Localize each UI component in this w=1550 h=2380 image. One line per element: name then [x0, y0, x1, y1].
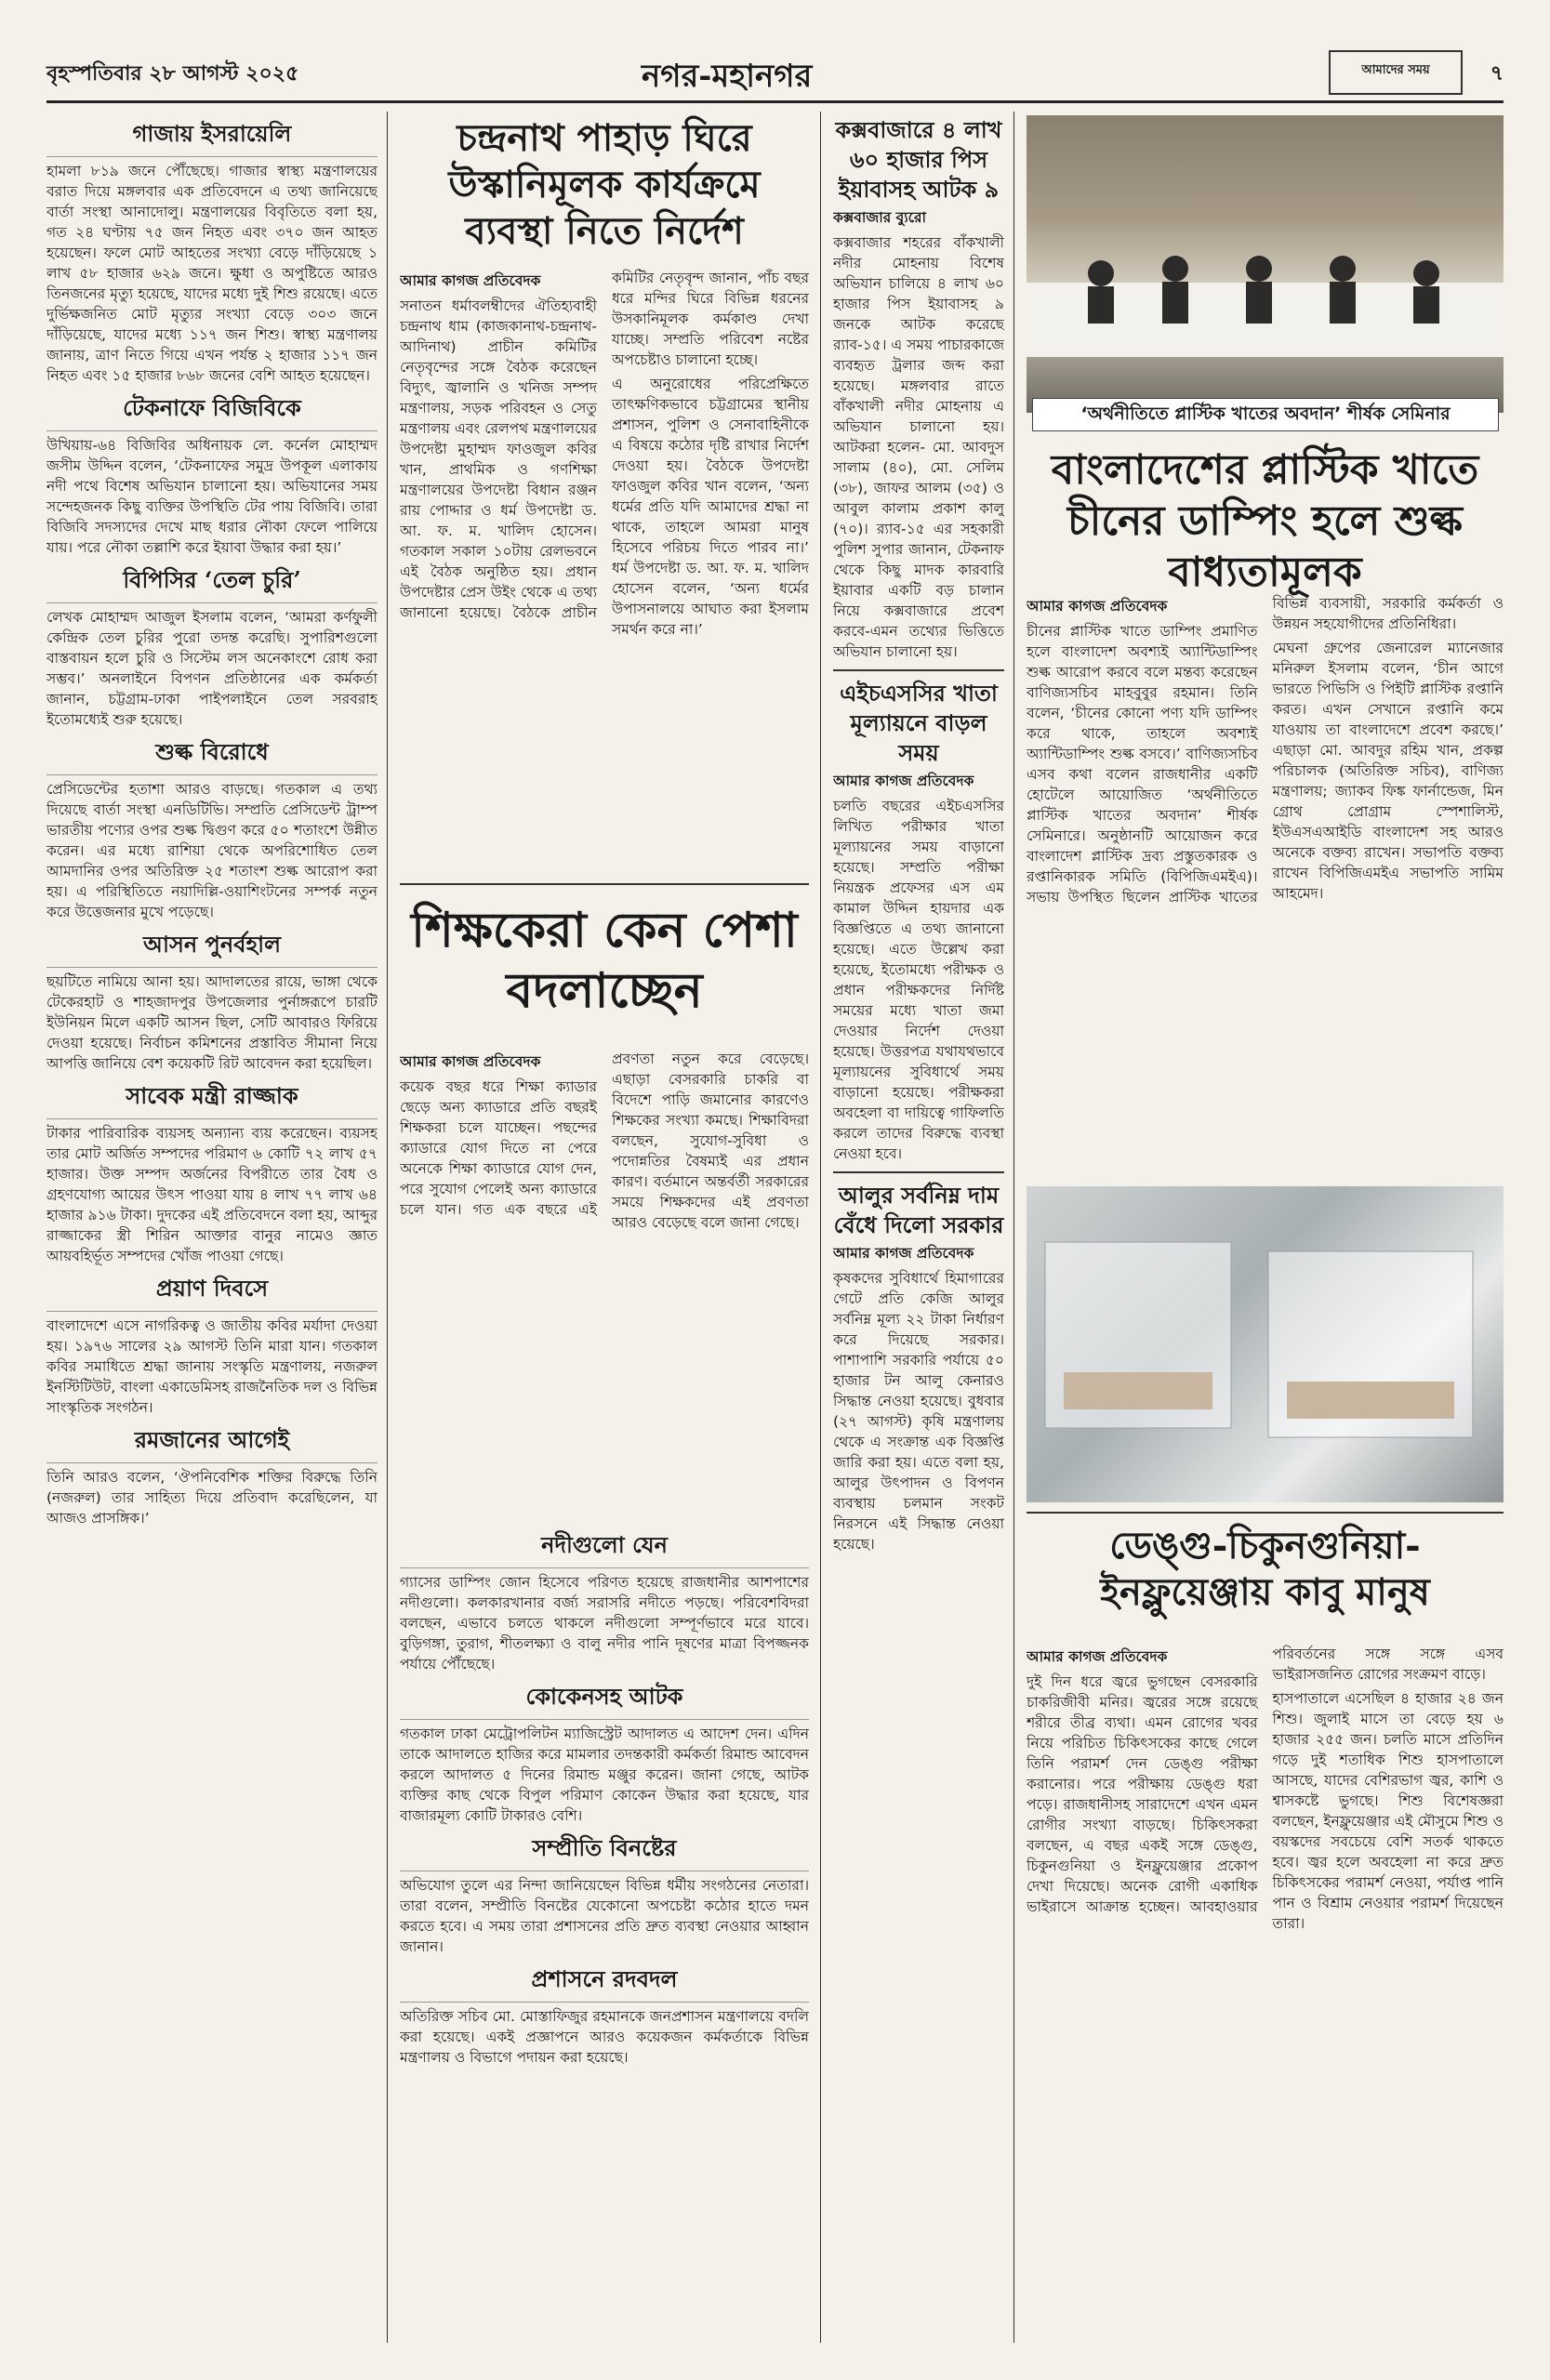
story-title: আসন পুনর্বহাল	[46, 928, 378, 968]
story-title: শুল্ক বিরোধে	[46, 735, 378, 775]
main-headline-chandranath: চন্দ্রনাথ পাহাড় ঘিরে উস্কানিমূলক কার্যক্রমে ব্যবস্থা নিতে নির্দেশ	[448, 116, 761, 253]
byline: আমার কাগজ প্রতিবেদক	[833, 1245, 974, 1262]
seminar-photo	[1027, 115, 1504, 413]
story-text: এ অনুরোধের পরিপ্রেক্ষিতে তাৎক্ষণিকভাবে চট্টগ্রামের স্থানীয় প্রশাসন, পুলিশ ও সেনাবাহিনীকে এ বিষয়ে কঠোর দৃষ্টি রাখার নির্দেশ দেওয়া হয়। বৈঠকে উপদেষ্টা ফাওজুল কবির খান বলেন, ‘অন্য ধর্মের প্রতি যদি আমাদের শ্রদ্ধা না থাকে, তাহলে আমরা মানুষ হিসেবে পরিচয় দিতে পারব না।’ ধর্ম উপদেষ্টা ড. আ. ফ. ম. খালিদ হোসেন বলেন, ‘অন্য ধর্মের উপাসনালয়ে আঘাত করা ইসলাম সমর্থন করে না।’	[612, 376, 809, 638]
story-title: কোকেনসহ আটক	[400, 1680, 809, 1720]
dengue-headline: ডেঙ্গু-চিকুনগুনিয়া-ইনফ্লুয়েঞ্জায় কাবু মানুষ	[1100, 1524, 1430, 1614]
page-header	[46, 45, 1504, 103]
story-text: দুই দিন ধরে জ্বরে ভুগছেন বেসরকারি চাকরিজীবী মনির। জ্বরের সঙ্গে রয়েছে শরীরে তীব্র ব্যথা। এমন রোগের খবর নিয়ে পরিচিত চিকিৎসকের কাছে গেলে তিনি পরামর্শ দেন ডেঙ্গু পরীক্ষা করানোর। পরে পরীক্ষায় ডেঙ্গু ধরা পড়ে। রাজধানীসহ সারাদেশে এখন এমন রোগীর সংখ্যা বাড়ছে। চিকিৎসকরা বলছেন, এ বছর একই সঙ্গে ডেঙ্গু, চিকুনগুনিয়া ও ইনফ্লুয়েঞ্জার প্রকোপ দেখা দিয়েছে। অনেক রোগী একাধিক ভাইরাসে আক্রান্ত হচ্ছেন। আবহাওয়ার পরিবর্তনের সঙ্গে সঙ্গে এসব ভাইরাসজনিত রোগের সংক্রমণ বাড়ে।	[1027, 1646, 1504, 1915]
hospital-photo-illustration	[1027, 1186, 1504, 1502]
issue-date: বৃহস্পতিবার ২৮ আগস্ট ২০২৫	[46, 62, 299, 86]
story-text: অভিযোগ তুলে এর নিন্দা জানিয়েছেন বিভিন্ন ধর্মীয় সংগঠনের নেতারা। তারা বলেন, সম্প্রীতি বিনষ্টের যেকোনো অপচেষ্টা কঠোর হাতে দমন করতে হবে। এ সময় তারা প্রশাসনের প্রতি দ্রুত ব্যবস্থা নেওয়ার আহ্বান জানান।	[400, 1877, 809, 1955]
story-title: বিপিসির ‘তেল চুরি’	[46, 563, 378, 603]
column-1	[46, 112, 378, 2343]
story-title: সম্প্রীতি বিনষ্টের	[400, 1831, 809, 1871]
story-headline: কক্সবাজারে ৪ লাখ ৬০ হাজার পিস ইয়াবাসহ আটক ৯	[835, 116, 1002, 203]
byline: আমার কাগজ প্রতিবেদক	[833, 773, 974, 789]
story-text: লেখক মোহাম্মদ আজুল ইসলাম বলেন, ‘আমরা কর্ণফুলী কেন্দ্রিক তেল চুরির পুরো তদন্ত করেছি। সুপারিশগুলো বাস্তবায়ন হলে চুরি ও সিস্টেম লস অনেকাংশে রোধ করা সম্ভব।’ অনলাইনে বিপণন প্রতিষ্ঠানের এক কর্মকর্তা জানান, চট্টগ্রাম-ঢাকা পাইপলাইনে তেল সরবরাহ ইতোমধ্যেই শুরু হয়েছে।	[46, 609, 378, 728]
byline: আমার কাগজ প্রতিবেদক	[400, 1053, 541, 1070]
plastic-headline: বাংলাদেশের প্লাস্টিক খাতে চীনের ডাম্পিং হলে শুল্ক বাধ্যতামূলক	[1051, 446, 1479, 596]
teachers-story	[400, 1049, 809, 1504]
story-text: কৃষকদের সুবিধার্থে হিমাগারের গেটে প্রতি কেজি আলুর সর্বনিম্ন মূল্য ২২ টাকা নির্ধারণ করে দিয়েছে সরকার। পাশাপাশি সরকারি পর্যায়ে ৫০ হাজার টন আলু কেনারও সিদ্ধান্ত নেওয়া হয়েছে। বুধবার (২৭ আগস্ট) কৃষি মন্ত্রণালয় থেকে এ সংক্রান্ত এক বিজ্ঞপ্তি জারি করা হয়। এতে বলা হয়, আলুর উৎপাদন ও বিপণন ব্যবস্থায় চলমান সংকট নিরসনে এই সিদ্ধান্ত নেওয়া হয়েছে।	[833, 1270, 1004, 1553]
byline: আমার কাগজ প্রতিবেদক	[400, 272, 541, 289]
story-divider	[833, 1171, 1004, 1173]
story-text: কয়েক বছর ধরে শিক্ষা ক্যাডার ছেড়ে অন্য ক্যাডারে প্রতি বছরই শিক্ষকরা চলে যাচ্ছেন। পছন্দের ক্যাডারে যোগ দিতে না পেরে অনেকে শিক্ষা ক্যাডারে যোগ দেন, পরে সুযোগ পেলেই অন্য ক্যাডারে চলে যান। গত এক বছরে এই প্রবণতা নতুন করে বেড়েছে। এছাড়া বেসরকারি চাকরি বা বিদেশে পাড়ি জমানোর কারণেও শিক্ষকের সংখ্যা কমছে। শিক্ষাবিদরা বলছেন, সুযোগ-সুবিধা ও পদোন্নতির বৈষম্যই এর প্রধান কারণ। বর্তমানে অন্তর্বর্তী সরকারের সময়ে শিক্ষকদের এই প্রবণতা আরও বেড়েছে বলে জানা গেছে।	[400, 1051, 809, 1231]
story-text: মেঘনা গ্রুপের জেনারেল ম্যানেজার মনিরুল ইসলাম বলেন, ‘চীন আগে ভারতে পিভিসি ও পিইটি প্লাস্টিক রপ্তানি করত। এখন সেখানে রপ্তানি কমে যাওয়ায় তা বাংলাদেশে প্রবেশ করছে।’ এছাড়া মো. আবদুর রহিম খান, প্রকল্প পরিচালক (অতিরিক্ত সচিব), বাণিজ্য মন্ত্রণালয়; জ্যাকব ফিঙ্ক ফার্নান্ডেজ, মিন গ্রোথ প্রোগ্রাম স্পেশালিস্ট, ইউএসএআইডি বাংলাদেশ সহ আরও অনেকে বক্তব্য রাখেন। সভাপতি বক্তব্য রাখেন বিপিজিএমইএ সভাপতি সামিম আহমেদ।	[1272, 640, 1504, 902]
photo-caption: ‘অর্থনীতিতে প্লাস্টিক খাতের অবদান’ শীর্ষক সেমিনার	[1032, 398, 1499, 431]
section-title: নগর-মহানগর	[642, 58, 813, 95]
plastic-story	[1027, 593, 1504, 1170]
story-divider	[1027, 1512, 1504, 1514]
column-rule	[1013, 112, 1014, 2343]
story-text: বাংলাদেশে এসে নাগরিকত্ব ও জাতীয় কবির মর্যাদা দেওয়া হয়। ১৯৭৬ সালের ২৯ আগস্ট তিনি মারা যান। গতকাল কবির সমাধিতে শ্রদ্ধা জানায় সংস্কৃতি মন্ত্রণালয়, নজরুল ইনস্টিটিউট, বাংলা একাডেমিসহ রাজনৈতিক দল ও বিভিন্ন সাংস্কৃতিক সংগঠন।	[46, 1317, 378, 1416]
teachers-headline: শিক্ষকেরা কেন পেশা বদলাচ্ছেন	[411, 902, 798, 1019]
newspaper-logo: আমাদের সময়	[1329, 50, 1463, 95]
story-title: গাজায় ইসরায়েলি	[46, 117, 378, 157]
story-title: সাবেক মন্ত্রী রাজ্জাক	[46, 1079, 378, 1119]
story-title: প্রয়াণ দিবসে	[46, 1272, 378, 1312]
dengue-story	[1027, 1644, 1504, 2341]
page-number: ৭	[1490, 62, 1504, 86]
story-text: গতকাল ঢাকা মেট্রোপলিটন ম্যাজিস্ট্রেট আদালত এ আদেশ দেন। এদিন তাকে আদালতে হাজির করে মামলার তদন্তকারী কর্মকর্তা রিমান্ড আবেদন করলে আদালত ৫ দিনের রিমান্ড মঞ্জুর করেন। জানা গেছে, আটক ব্যক্তির কাছ থেকে বিপুল পরিমাণ কোকেন উদ্ধার করা হয়েছে, যার বাজারমূল্য কোটি টাকারও বেশি।	[400, 1726, 809, 1824]
story-title: প্রশাসনে রদবদল	[400, 1963, 809, 2003]
story-text: কক্সবাজার শহরের বাঁকখালী নদীর মোহনায় বিশেষ অভিযান চালিয়ে ৪ লাখ ৬০ হাজার পিস ইয়াবাসহ ৯ জনকে আটক করেছে র‌্যাব-১৫। এ সময় পাচারকাজে ব্যবহৃত ট্রলার জব্দ করা হয়েছে। মঙ্গলবার রাতে বাঁকখালী নদীর মোহনায় এ অভিযান চালানো হয়। আটকরা হলেন- মো. আবদুস সালাম (৪০), মো. সেলিম (৩৮), জাফর আলম (৩৫) ও আবুল কালাম প্রকাশ কালু (৭০)। র‌্যাব-১৫ এর সহকারী পুলিশ সুপার জানান, টেকনাফ থেকে কিছু মাদক কারবারি ইয়াবার একটি বড় চালান নিয়ে কক্সবাজারে প্রবেশ করবে-এমন তথ্যের ভিত্তিতে অভিযান চালানো হয়।	[833, 234, 1004, 660]
story-divider	[833, 669, 1004, 671]
byline: আমার কাগজ প্রতিবেদক	[1027, 598, 1168, 615]
story-text: হাসপাতালে এসেছিল ৪ হাজার ২৪ জন শিশু। জুলাই মাসে তা বেড়ে হয় ৬ হাজার ২৫৫ জন। চলতি মাসে প্রতিদিন গড়ে দুই শতাধিক শিশু হাসপাতালে আসছে, যাদের বেশিরভাগ জ্বর, কাশি ও শ্বাসকষ্টে ভুগছে। শিশু বিশেষজ্ঞরা বলছেন, ইনফ্লুয়েঞ্জার এই মৌসুমে শিশু ও বয়স্কদের সবচেয়ে বেশি সতর্ক থাকতে হবে। জ্বর হলে অবহেলা না করে দ্রুত চিকিৎসকের পরামর্শ নেওয়া, পর্যাপ্ত পানি পান ও বিশ্রাম নেওয়ার পরামর্শ দিয়েছেন তারা।	[1272, 1690, 1504, 1932]
story-text: চীনের প্লাস্টিক খাতে ডাম্পিং প্রমাণিত হলে বাংলাদেশ অবশ্যই অ্যান্টিডাম্পিং শুল্ক আরোপ করবে বলে মন্তব্য করেছেন বাণিজ্যসচিব মাহবুবুর রহমান। তিনি বলেন, ‘চীনের কোনো পণ্য যদি ডাম্পিং করে থাকে, তাহলে অবশ্যই অ্যান্টিডাম্পিং শুল্ক বসবে।’ বাণিজ্যসচিব এসব কথা বলেন রাজধানীর একটি হোটেলে আয়োজিত ‘অর্থনীতিতে প্লাস্টিক খাতের অবদান’ শীর্ষক সেমিনারে। অনুষ্ঠানটি আয়োজন করে বাংলাদেশ প্লাস্টিক দ্রব্য প্রস্তুতকারক ও রপ্তানিকারক সমিতি (বিপিজিএমইএ)। সভায় উপস্থিত ছিলেন প্রাস্টিক খাতের বিভিন্ন ব্যবসায়ী, সরকারি কর্মকর্তা ও উন্নয়ন সহযোগীদের প্রতিনিধিরা।	[1027, 595, 1504, 906]
story-headline: আলুর সর্বনিম্ন দাম বেঁধে দিলো সরকার	[833, 1182, 1004, 1238]
story-text: তিনি আরও বলেন, ‘ঔপনিবেশিক শক্তির বিরুদ্ধে তিনি (নজরুল) তার সাহিত্য দিয়ে প্রতিবাদ করেছিলেন, যা আজও প্রাসঙ্গিক।’	[46, 1469, 378, 1527]
story-text: হামলা ৮১৯ জনে পৌঁছেছে। গাজার স্বাস্থ্য মন্ত্রণালয়ের বরাত দিয়ে মঙ্গলবার এক প্রতিবেদনে এ তথ্য জানিয়েছে বার্তা সংস্থা আনাদোলু। মন্ত্রণালয়ের বিবৃতিতে বলা হয়, গত ২৪ ঘণ্টায় ৭৫ জন নিহত এবং ৩৭০ জন আহত হয়েছেন। ফলে মোট আহতের সংখ্যা বেড়ে দাঁড়িয়েছে ১ লাখ ৫৮ হাজার ৬২৯ জনে। ক্ষুধা ও অপুষ্টিতে আরও তিনজনের মৃত্যু হয়েছে, যাদের মধ্যে দুই শিশু রয়েছে। এতে দুর্ভিক্ষজনিত মোট মৃত্যুর সংখ্যা বেড়ে ৩০৩ জনে দাঁড়িয়েছে, যাদের মধ্যে ১১৭ জন শিশু। স্বাস্থ্য মন্ত্রণালয় জানায়, ত্রাণ নিতে গিয়ে এখন পর্যন্ত ২ হাজার ১১৭ জন নিহত এবং ১৫ হাজার ৮৬৮ জনের বেশি আহত হয়েছেন।	[46, 163, 378, 384]
column-2-briefs	[400, 1523, 809, 2341]
story-divider	[400, 883, 809, 885]
story-title: নদীগুলো যেন	[400, 1528, 809, 1568]
story-text: গ্যাসের ডাম্পিং জোন হিসেবে পরিণত হয়েছে রাজধানীর আশপাশের নদীগুলো। কলকারখানার বর্জ্য সরাসরি নদীতে পড়ছে। পরিবেশবিদরা বলছেন, এভাবে চলতে থাকলে নদীগুলো সম্পূর্ণভাবে মরে যাবে। বুড়িগঙ্গা, তুরাগ, শীতলক্ষ্যা ও বালু নদীর পানি দূষণের মাত্রা বিপজ্জনক পর্যায়ে পৌঁছেছে।	[400, 1574, 809, 1673]
byline: কক্সবাজার ব্যুরো	[833, 209, 927, 226]
story-text: ছয়টিতে নামিয়ে আনা হয়। আদালতের রায়ে, ভাঙ্গা থেকে টেকেরহাট ও শাহজাদপুর উপজেলার পুর্নাঙ্গরূপে চারটি ইউনিয়ন মিলে একটি আসন ছিল, সেটি আবারও ফিরিয়ে দেওয়া হয়েছে। নির্বাচন কমিশনের প্রস্তাবিত সীমানা নিয়ে আপত্তি জানিয়ে বেশ কয়েকটি রিট আবেদন করা হয়েছিল।	[46, 973, 378, 1072]
story-text: প্রেসিডেন্টের হতাশা আরও বাড়ছে। গতকাল এ তথ্য দিয়েছে বার্তা সংস্থা এনডিটিভি। সম্প্রতি প্রেসিডেন্ট ট্রাম্প ভারতীয় পণ্যের ওপর শুল্ক দ্বিগুণ করে ৫০ শতাংশে উন্নীত করেন। এর মধ্যে রাশিয়া থেকে অপরিশোধিত তেল আমদানির ওপর অতিরিক্ত ২৫ শতাংশ শুল্ক আরোপ করা হয়। এ পরিস্থিতিতে নয়াদিল্লি-ওয়াশিংটনের সম্পর্ক নতুন করে উত্তেজনার মুখে পড়েছে।	[46, 781, 378, 920]
story-text: উখিয়ায়-৬৪ বিজিবির অধিনায়ক লে. কর্নেল মোহাম্মদ জসীম উদ্দিন বলেন, ‘টেকনাফের সমুদ্র উপকূল এলাকায় নদী পথে বিশেষ অভিযান চালানো হয়। অভিযানের সময় সন্দেহজনক কিছু ব্যক্তির উপস্থিতি টের পায় বিজিবি। তারা বিজিবি সদস্যদের দেখে মাছ ধরার নৌকা ফেলে পালিয়ে যায়। পরে নৌকা তল্লাশি করে ইয়াবা উদ্ধার করা হয়।’	[46, 437, 378, 556]
story-text: টাকার পারিবারিক ব্যয়সহ অন্যান্য ব্যয় করেছেন। ব্যয়সহ তার মোট অর্জিত সম্পদের পরিমাণ ৬ কোটি ৭২ লাখ ৫৭ হাজার। উক্ত সম্পদ অর্জনের বিপরীতে তার বৈধ ও গ্রহণযোগ্য আয়ের উৎস পাওয়া যায় ৪ লাখ ৭৭ লাখ ৬৪ হাজার ৯১৬ টাকা। দুদকের এই প্রতিবেদনে বলা হয়, আব্দুর রাজ্জাকের স্ত্রী শিরিন আক্তার বানুর নামেও জ্ঞাত আয়বহির্ভূত সম্পদের খোঁজ পাওয়া গেছে।	[46, 1125, 378, 1264]
story-title: রমজানের আগেই	[46, 1423, 378, 1463]
column-rule	[387, 112, 388, 2343]
story-headline: এইচএসসির খাতা মূল্যায়নে বাড়ল সময়	[840, 680, 998, 766]
story-text: চলতি বছরের এইচএসসির লিখিত পরীক্ষার খাতা মূল্যায়নের সময় বাড়ানো হয়েছে। সম্প্রতি পরীক্ষা নিয়ন্ত্রক প্রফেসর এস এম কামাল উদ্দিন হায়দার এক বিজ্ঞপ্তিতে এ তথ্য জানানো হয়েছে। এতে উল্লেখ করা হয়েছে, ইতোমধ্যে পরীক্ষক ও প্রধান পরীক্ষকদের নির্দিষ্ট সময়ের মধ্যে খাতা জমা দেওয়ার নির্দেশ দেওয়া হয়েছে। উত্তরপত্র যথাযথভাবে মূল্যায়নের সুবিধার্থে সময় বাড়ানো হয়েছে। পরীক্ষকরা অবহেলা বা দায়িত্বে গাফিলতি করলে তাদের বিরুদ্ধে ব্যবস্থা নেওয়া হবে।	[833, 798, 1004, 1162]
chandranath-story	[400, 268, 809, 872]
story-text: সনাতন ধর্মাবলম্বীদের ঐতিহ্যবাহী চন্দ্রনাথ ধাম (কাজকানাথ-চন্দ্রনাথ-আদিনাথ) প্রাচীন কমিটির নেতৃবৃন্দের সঙ্গে বৈঠক করেছেন বিদ্যুৎ, জ্বালানি ও খনিজ সম্পদ মন্ত্রণালয়, সড়ক পরিবহন ও সেতু মন্ত্রণালয় এবং রেলপথ মন্ত্রণালয়ের উপদেষ্টা মুহাম্মদ ফাওজুল কবির খান, প্রাথমিক ও গণশিক্ষা মন্ত্রণালয়ের উপদেষ্টা বিধান রঞ্জন রায় পোদ্দার ও ধর্ম উপদেষ্টা ড. আ. ফ. ম. খালিদ হোসেন। গতকাল সকাল ১০টায় রেলভবনে এই বৈঠক অনুষ্ঠিত হয়। প্রধান উপদেষ্টার প্রেস উইং থেকে এ তথ্য জানানো হয়েছে। বৈঠকে প্রাচীন কমিটির নেতৃবৃন্দ জানান, পাঁচ বছর ধরে মন্দির ঘিরে বিভিন্ন ধরনের উসকানিমূলক কর্মকাণ্ড দেখা যাচ্ছে। সম্প্রতি পরিবেশ নষ্টের অপচেষ্টাও চালানো হচ্ছে।	[400, 270, 809, 621]
story-text: অতিরিক্ত সচিব মো. মোস্তাফিজুর রহমানকে জনপ্রশাসন মন্ত্রণালয়ে বদলি করা হয়েছে। একই প্রজ্ঞাপনে আরও কয়েকজন কর্মকর্তাকে বিভিন্ন মন্ত্রণালয় ও বিভাগে পদায়ন করা হয়েছে।	[400, 2008, 809, 2066]
seminar-photo-illustration	[1027, 115, 1504, 413]
hospital-photo	[1027, 1186, 1504, 1502]
column-3	[833, 115, 1004, 2341]
story-title: টেকনাফে বিজিবিকে	[46, 391, 378, 431]
byline: আমার কাগজ প্রতিবেদক	[1027, 1648, 1168, 1665]
column-rule	[820, 112, 821, 2343]
